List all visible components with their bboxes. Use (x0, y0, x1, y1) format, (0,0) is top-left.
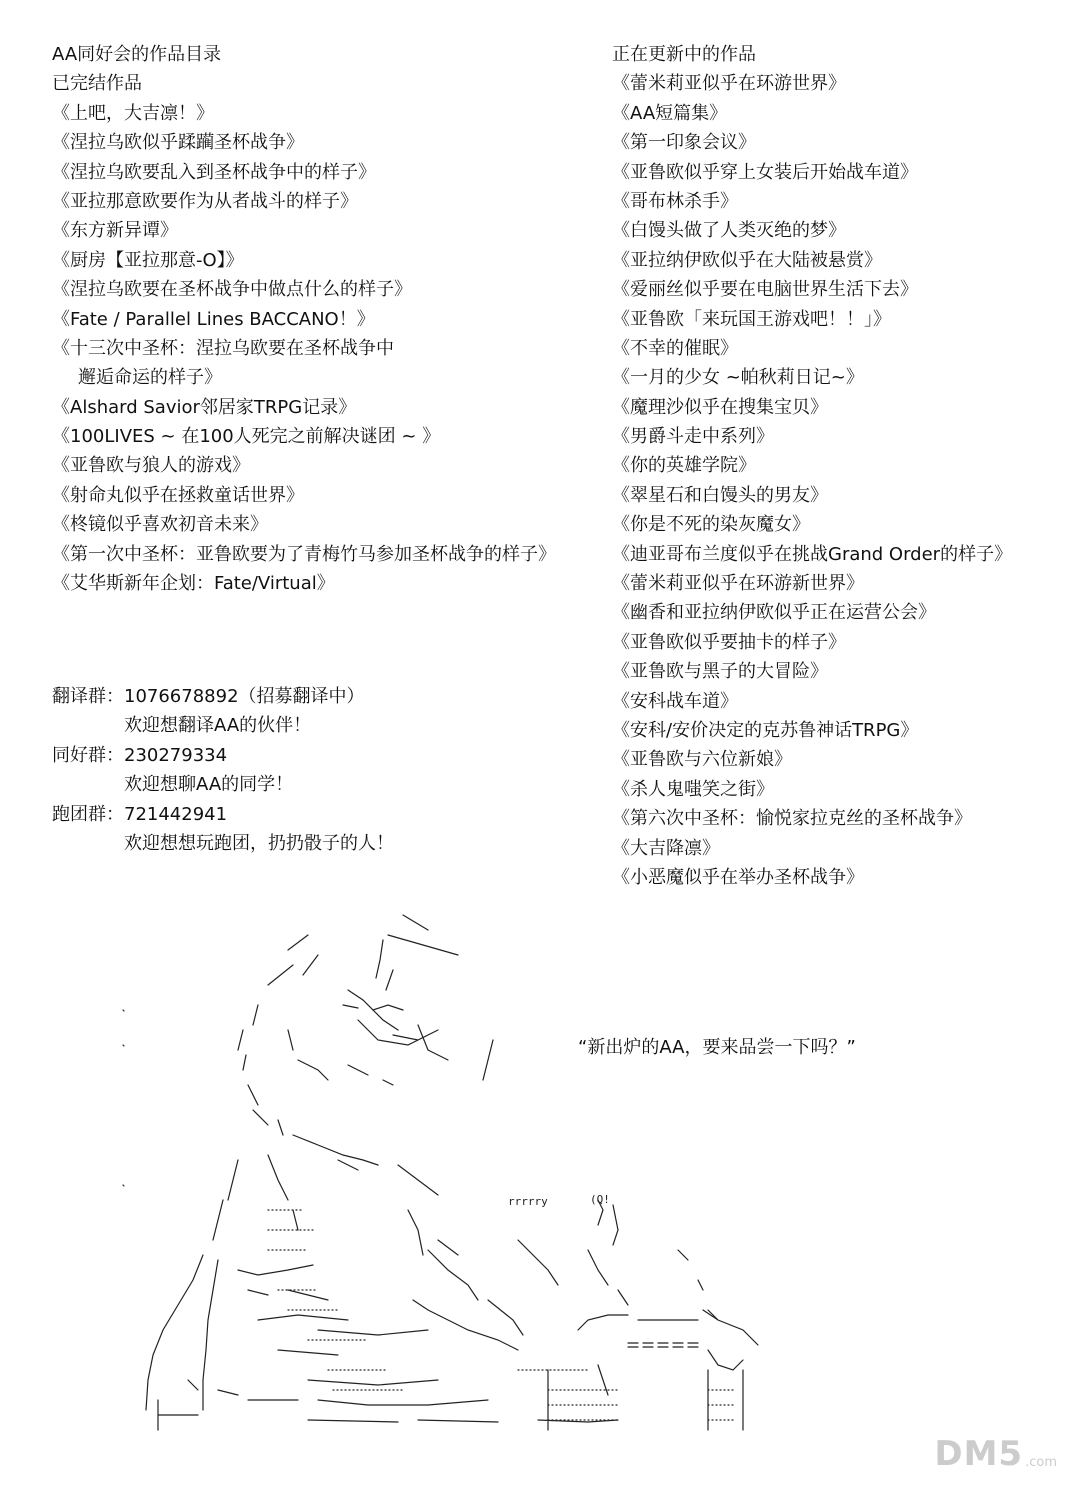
completed-work-item: 《涅拉乌欧要乱入到圣杯战争中的样子》 (52, 161, 376, 183)
ongoing-work-item: 《哥布林杀手》 (612, 190, 738, 212)
ongoing-work-item: 《亚鲁欧「来玩国王游戏吧！！」》 (612, 308, 891, 330)
ongoing-work-item: 《爱丽丝似乎要在电脑世界生活下去》 (612, 279, 918, 301)
ongoing-work-item: 《AA短篇集》 (612, 102, 728, 124)
ongoing-work-item: 《亚鲁欧与六位新娘》 (612, 749, 792, 771)
ongoing-work-item: 《翠星石和白馒头的男友》 (612, 484, 828, 506)
completed-work-item: 《100LIVES ~ 在100人死完之前解决谜团 ~ 》 (52, 426, 441, 448)
dm5-watermark-logo (934, 1431, 1057, 1474)
ongoing-work-item: 《蕾米莉亚似乎在环游世界》 (612, 73, 846, 95)
completed-work-item: 《Fate / Parallel Lines BACCANO！》 (52, 308, 375, 330)
ongoing-work-item: 《亚拉纳伊欧似乎在大陆被悬赏》 (612, 249, 882, 271)
completed-work-item: 《十三次中圣杯：涅拉乌欧要在圣杯战争中 (52, 337, 394, 359)
ongoing-work-item: 《第一印象会议》 (612, 132, 756, 154)
ongoing-work-item: 《安科战车道》 (612, 690, 738, 712)
completed-works-column (52, 40, 592, 598)
translation-group-row (52, 682, 572, 711)
watermark-main: DM5 (934, 1434, 1024, 1474)
ongoing-work-item: 《迪亚哥布兰度似乎在挑战Grand Order的样子》 (612, 543, 1013, 565)
completed-work-item: 《厨房【亚拉那意-O】》 (52, 249, 244, 271)
aa-art-strokes (118, 910, 778, 1435)
completed-work-item: 《第一次中圣杯：亚鲁欧要为了青梅竹马参加圣杯战争的样子》 (52, 543, 556, 565)
ongoing-work-item: 《你是不死的染灰魔女》 (612, 514, 810, 536)
fan-group-note: 欢迎想聊AA的同学！ (124, 774, 294, 796)
ongoing-work-item: 《亚鲁欧与黑子的大冒险》 (612, 661, 828, 683)
ongoing-work-item: 《安科/安价决定的克苏鲁神话TRPG》 (612, 719, 919, 741)
trpg-group-number: 721442941 (124, 803, 228, 825)
aa-character-illustration (118, 910, 778, 1435)
translation-group-note: 欢迎想翻译AA的伙伴！ (124, 715, 312, 737)
ongoing-work-item: 《亚鲁欧似乎要抽卡的样子》 (612, 631, 846, 653)
ongoing-work-item: 《你的英雄学院》 (612, 455, 756, 477)
fan-group-row (52, 741, 572, 770)
aa-art-text-rrrrry: rrrrry (508, 1195, 548, 1208)
watermark-domain: .com (1025, 1455, 1057, 1470)
ongoing-works-column (612, 40, 1052, 892)
translation-group-label: 翻译群： (52, 686, 124, 707)
ongoing-work-item: 《白馒头做了人类灭绝的梦》 (612, 220, 846, 242)
ongoing-work-item: 《大吉降凛》 (612, 837, 720, 859)
ongoing-work-item: 《不幸的催眠》 (612, 337, 738, 359)
completed-work-item: 《Alshard Savior邻居家TRPG记录》 (52, 396, 357, 418)
ongoing-heading: 正在更新中的作品 (612, 44, 756, 65)
completed-subheading: 已完结作品 (52, 73, 142, 95)
aa-art-text-q: (Q! (590, 1193, 610, 1206)
ongoing-work-item: 《男爵斗走中系列》 (612, 426, 774, 448)
trpg-group-row (52, 800, 572, 829)
completed-work-item: 《亚鲁欧与狼人的游戏》 (52, 455, 250, 477)
completed-work-item: 《艾华斯新年企划：Fate/Virtual》 (52, 573, 335, 595)
completed-work-item: 《柊镜似乎喜欢初音未来》 (52, 514, 268, 536)
completed-work-item: 《东方新异谭》 (52, 220, 178, 242)
fan-group-number: 230279334 (124, 744, 228, 766)
ongoing-work-item: 《蕾米莉亚似乎在环游新世界》 (612, 573, 864, 595)
ongoing-work-item: 《亚鲁欧似乎穿上女装后开始战车道》 (612, 161, 918, 183)
fan-group-label: 同好群： (52, 744, 124, 766)
translation-group-number: 1076678892（招募翻译中） (124, 686, 365, 707)
ongoing-work-item: 《第六次中圣杯：愉悦家拉克丝的圣杯战争》 (612, 808, 972, 830)
ongoing-work-item: 《幽香和亚拉纳伊欧似乎正在运营公会》 (612, 602, 936, 624)
completed-work-item: 《射命丸似乎在拯救童话世界》 (52, 484, 304, 506)
catalog-heading: AA同好会的作品目录 (52, 44, 222, 65)
ongoing-work-item: 《杀人鬼嗤笑之街》 (612, 778, 774, 800)
completed-work-item-continued: 邂逅命运的样子》 (78, 367, 222, 389)
completed-work-item: 《涅拉乌欧要在圣杯战争中做点什么的样子》 (52, 279, 412, 301)
character-speech: “新出炉的AA，要来品尝一下吗？” (578, 1037, 856, 1058)
ongoing-work-item: 《魔理沙似乎在搜集宝贝》 (612, 396, 828, 418)
ongoing-work-item: 《小恶魔似乎在举办圣杯战争》 (612, 866, 864, 888)
trpg-group-label: 跑团群： (52, 803, 124, 825)
completed-work-item: 《亚拉那意欧要作为从者战斗的样子》 (52, 190, 358, 212)
completed-work-item: 《上吧，大吉凛！》 (52, 102, 214, 124)
group-contacts (52, 682, 572, 858)
completed-work-item: 《涅拉乌欧似乎蹂躏圣杯战争》 (52, 132, 304, 154)
trpg-group-note: 欢迎想想玩跑团，扔扔骰子的人！ (124, 832, 394, 854)
ongoing-work-item: 《一月的少女 ~帕秋莉日记~》 (612, 367, 864, 389)
